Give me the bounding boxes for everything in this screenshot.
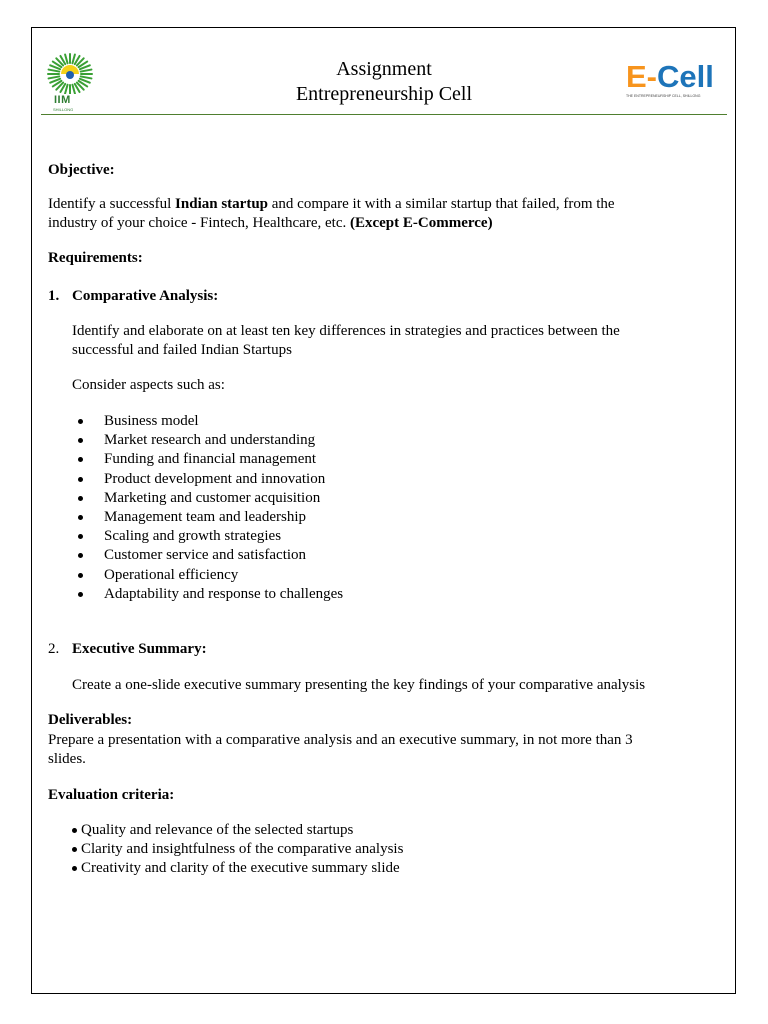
list-item (72, 489, 343, 508)
bullet-icon (78, 553, 83, 558)
aspects-intro: Consider aspects such as: (72, 377, 225, 393)
aspect-label: Scaling and growth strategies (104, 528, 282, 545)
bullet-icon (78, 592, 83, 597)
title-line-entrepreneurship-cell: Entrepreneurship Cell (295, 83, 473, 105)
executive-summary-heading: Executive Summary: (72, 641, 207, 657)
criterion-label: Clarity and insightfulness of the comparative analysis (81, 841, 404, 857)
bullet-icon (78, 534, 83, 539)
requirements-heading: Requirements: (48, 250, 143, 266)
ecell-logo (626, 60, 728, 104)
objective-line-2 (48, 214, 493, 233)
comparative-desc-line-2: successful and failed Indian Startups (72, 342, 292, 358)
aspect-label: Operational efficiency (104, 566, 239, 583)
aspect-label: Marketing and customer acquisition (104, 489, 321, 506)
objective-line-2-text: industry of your choice - Fintech, Healthcare, etc. (48, 215, 350, 231)
comparative-analysis-heading: Comparative Analysis: (72, 288, 219, 304)
header-divider (41, 114, 727, 115)
objective-heading: Objective: (48, 162, 115, 178)
bullet-icon (72, 847, 77, 852)
aspect-label: Customer service and satisfaction (104, 547, 307, 564)
list-item (72, 431, 343, 450)
deliverables-heading: Deliverables: (48, 712, 133, 728)
title-line-assignment: Assignment (336, 58, 432, 80)
objective-line-1-rest: and compare it with a similar startup that failed, from the (268, 196, 615, 212)
item-1-number: 1. (48, 288, 60, 304)
aspects-list (72, 412, 343, 604)
bullet-icon (72, 828, 77, 833)
aspect-label: Business model (104, 413, 199, 429)
bullet-icon (78, 419, 83, 424)
iim-logo-text: IIM (54, 94, 71, 106)
criterion-label: Creativity and clarity of the executive summary slide (81, 860, 400, 876)
list-item (71, 859, 403, 878)
ecell-logo-tagline: THE ENTREPRENEURSHIP CELL, SHILLONG (626, 94, 701, 98)
aspect-label: Product development and innovation (104, 470, 326, 487)
list-item (72, 527, 343, 546)
bullet-icon (78, 573, 83, 578)
list-item (72, 566, 343, 585)
executive-summary-desc: Create a one-slide executive summary presenting the key findings of your comparative analysis (72, 677, 646, 693)
ecell-logo-e: E- (626, 59, 657, 94)
bullet-icon (78, 438, 83, 443)
criterion-label: Quality and relevance of the selected startups (81, 822, 354, 838)
aspect-label: Management team and leadership (104, 508, 307, 525)
bullet-icon (72, 866, 77, 871)
list-item (72, 585, 343, 604)
aspect-label: Market research and understanding (104, 432, 316, 449)
list-item (72, 412, 343, 431)
ecell-logo-cell: Cell (657, 59, 714, 94)
objective-indian-startup: Indian startup (175, 196, 268, 212)
item-2-number: 2. (48, 641, 60, 657)
iim-logo-subtext: SHILLONG (53, 107, 74, 112)
list-item (72, 508, 343, 527)
bullet-icon (78, 496, 83, 501)
aspect-label: Adaptability and response to challenges (104, 585, 344, 602)
comparative-desc-line-1: Identify and elaborate on at least ten key differences in strategies and practices between the (72, 323, 620, 339)
objective-line-1 (48, 195, 615, 214)
list-item (71, 821, 403, 840)
deliverables-line-2: slides. (48, 751, 86, 767)
bullet-icon (78, 477, 83, 482)
bullet-icon (78, 457, 83, 462)
list-item (72, 546, 343, 565)
list-item (72, 470, 343, 489)
objective-line-1-text: Identify a successful (48, 196, 176, 212)
list-item (72, 450, 343, 469)
evaluation-heading: Evaluation criteria: (48, 787, 175, 803)
evaluation-criteria-list (71, 821, 403, 878)
bullet-icon (78, 515, 83, 520)
list-item (71, 840, 403, 859)
aspect-label: Funding and financial management (104, 451, 317, 468)
objective-except-ecommerce: (Except E-Commerce) (349, 215, 493, 231)
deliverables-line-1: Prepare a presentation with a comparative analysis and an executive summary, in not more than 3 (48, 732, 633, 748)
